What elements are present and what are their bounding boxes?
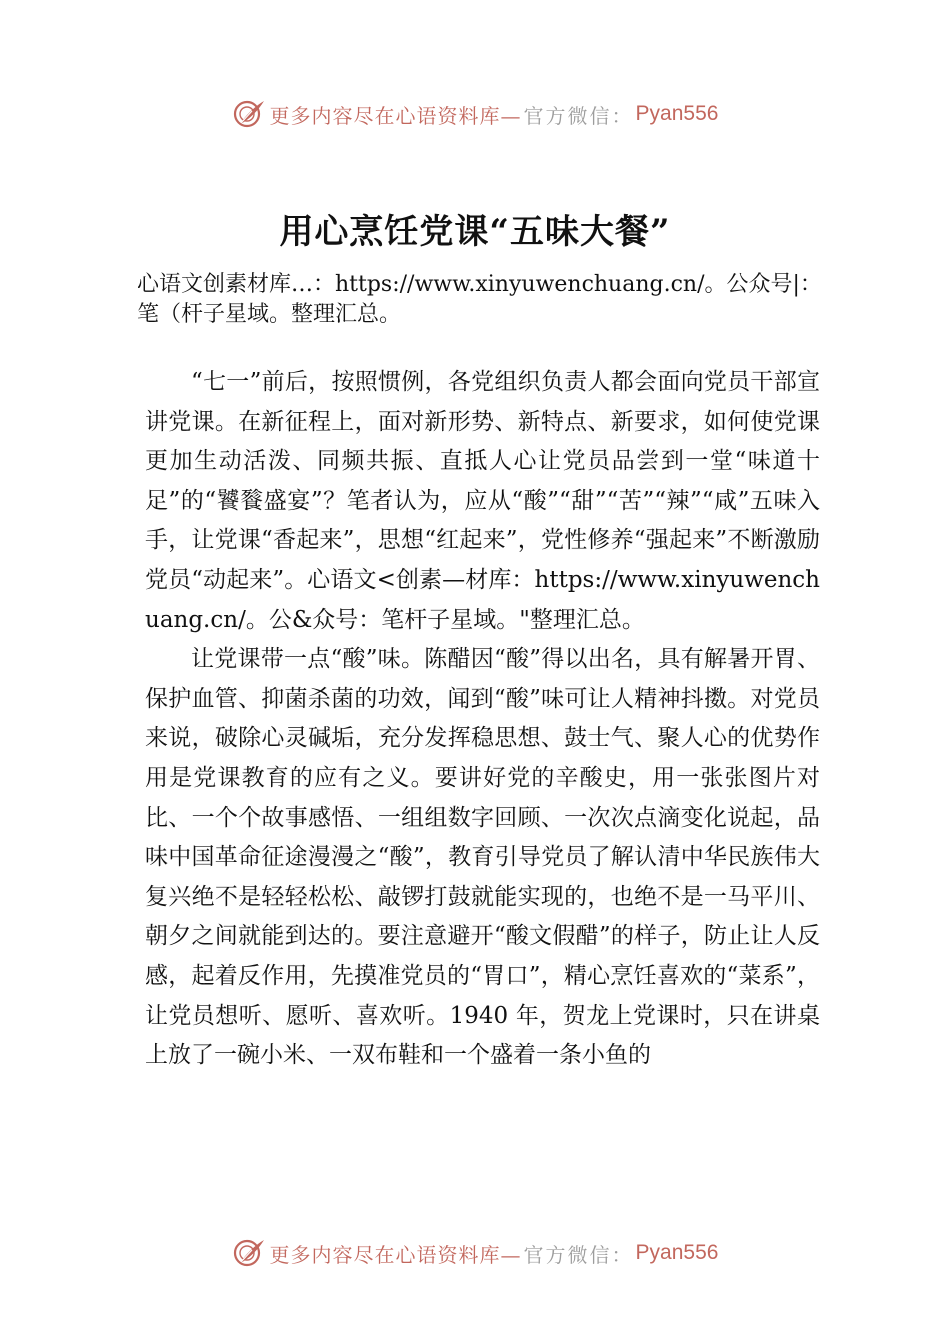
paragraph: “七一”前后，按照惯例，各党组织负责人都会面向党员干部宣讲党课。在新征程上，面对新形势、新特点、新要求，如何使党课更加生动活泼、同频共振、直抵人心让党员品尝到一堂“味道十足”的“饕餮盛宴”？笔者认为，应从“酸”“甜”“苦”“辣”“咸”五味入手，让党课“香起来”，思想“红起来”，党性修养“强起来”不断激励党员“动起来”。心语文<创素—材库：https://www.xinyuwenchuang.cn/。公&众号：笔杆子星域。"整理汇总。 xyxy=(145,369,820,633)
quill-logo-icon xyxy=(232,97,266,131)
banner-text: 更多内容尽在心语资料库— xyxy=(269,103,522,128)
article-body xyxy=(145,363,820,1076)
banner-text: 更多内容尽在心语资料库— xyxy=(269,1242,522,1267)
quill-logo-icon xyxy=(232,1236,266,1270)
paragraph: 让党课带一点“酸”味。陈醋因“酸”得以出名，具有解暑开胃、保护血管、抑菌杀菌的功效，闻到“酸”味可让人精神抖擞。对党员来说，破除心灵碱垢，充分发挥稳思想、鼓士气、聚人心的优势作用是党课教育的应有之义。要讲好党的辛酸史，用一张张图片对比、一个个故事感悟、一组组数字回顾、一次次点滴变化说起，品味中国革命征途漫漫之“酸”，教育引导党员了解认清中华民族伟大复兴绝不是轻轻松松、敲锣打鼓就能实现的，也绝不是一马平川、朝夕之间就能到达的。要注意避开“酸文假醋”的样子，防止让人反感，起着反作用，先摸准党员的“胃口”，精心烹饪喜欢的“菜系”，让党员想听、愿听、喜欢听。1940 年，贺龙上党课时，只在讲桌上放了一碗小米、一双布鞋和一个盛着一条小鱼的 xyxy=(145,646,820,1069)
source-line: 心语文创素材库…：https://www.xinyuwenchuang.cn/。公众号|：笔（杆子星域。整理汇总。 xyxy=(137,272,822,327)
banner-wechat-id: Pyan556 xyxy=(635,102,719,125)
banner-wechat-label: 官方微信： xyxy=(523,103,634,128)
banner-wechat-label: 官方微信： xyxy=(523,1242,634,1267)
footer-banner xyxy=(0,1233,950,1273)
page-title: 用心烹饪党课“五味大餐” xyxy=(279,212,671,252)
banner-wechat-id: Pyan556 xyxy=(635,1241,719,1264)
header-banner xyxy=(0,94,950,134)
